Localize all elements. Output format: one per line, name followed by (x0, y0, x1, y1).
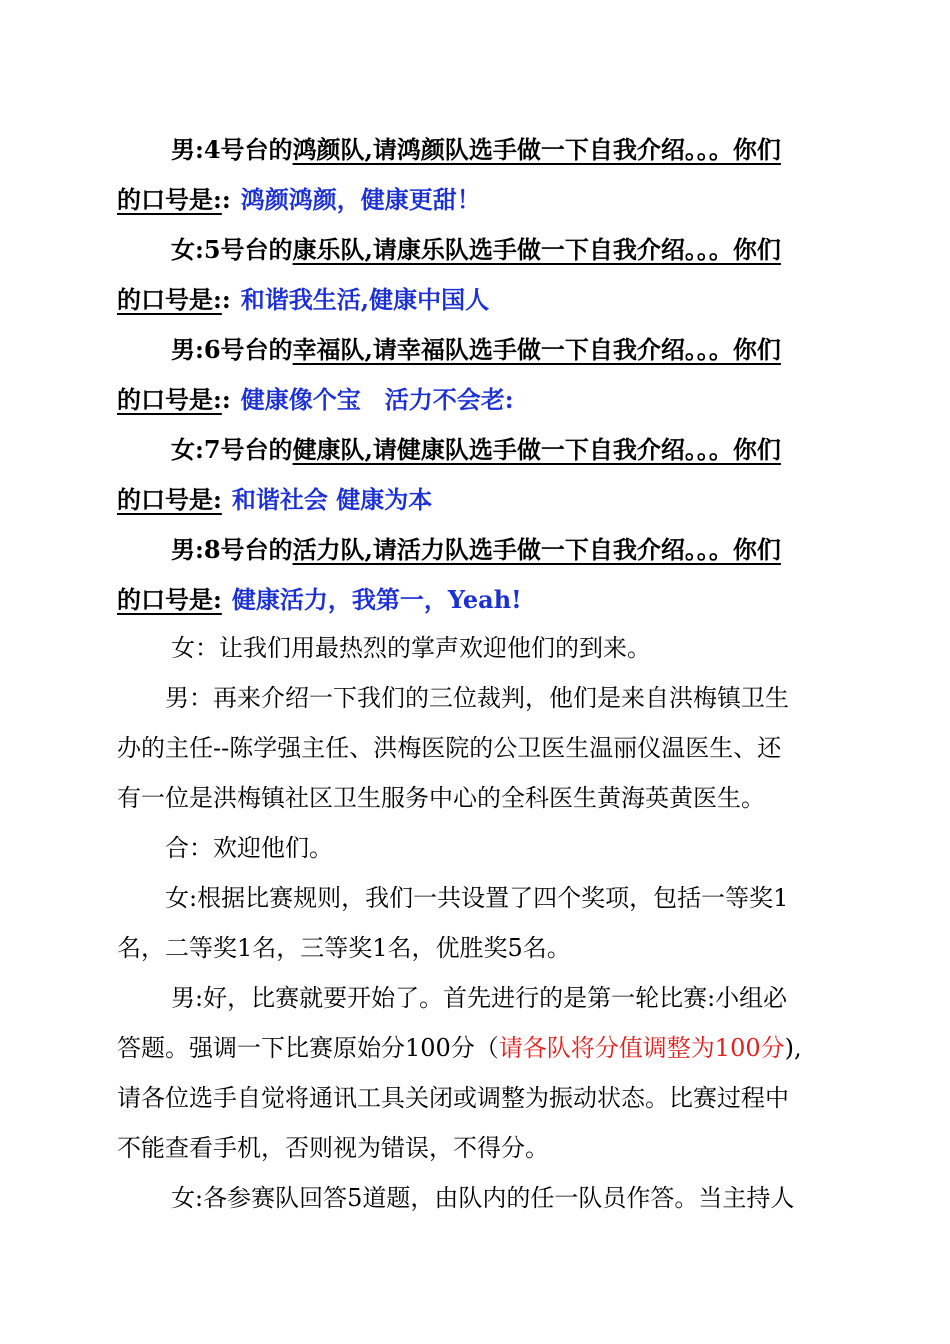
slogan-colon: : (221, 385, 231, 414)
team-slogan: 和谐社会 健康为本 (231, 485, 433, 514)
team-intro-text: 活力队,请活力队选手做一下自我介绍。。。你们 (292, 535, 781, 564)
speaker-label: 男: (171, 535, 204, 564)
slogan-colon: : (221, 285, 231, 314)
judges-line-2: 办的主任--陈学强主任、洪梅医院的公卫医生温丽仪温医生、还 (117, 734, 782, 762)
team-intro-line (171, 528, 837, 572)
team-slogan: 健康像个宝 活力不会老: (240, 385, 514, 414)
speaker-label: 女: (171, 435, 204, 464)
slogan-line (117, 278, 837, 322)
rules-paragraph: 女:各参赛队回答5道题，由队内的任一队员作答。当主持人 (171, 1184, 795, 1212)
team-intro-text: 鸿颜队,请鸿颜队选手做一下自我介绍。。。你们 (292, 135, 781, 164)
slogan-line (117, 378, 837, 422)
slogan-line (117, 578, 837, 622)
score-notice: 请各队将分值调整为100分 (498, 1034, 785, 1062)
round1-line-3: 请各位选手自觉将通讯工具关闭或调整为振动状态。比赛过程中 (117, 1084, 789, 1112)
speaker-label: 女: (171, 235, 204, 264)
slogan-line (117, 478, 837, 522)
team-intro-line (171, 328, 837, 372)
slogan-prefix: 的口号是: (117, 285, 222, 314)
slogan-prefix: 的口号是: (117, 485, 222, 514)
team-intro-line (171, 228, 837, 272)
round1-text-end: ), (784, 1034, 802, 1062)
awards-line-1: 女:根据比赛规则，我们一共设置了四个奖项，包括一等奖1 (165, 884, 789, 912)
desk-number: 6号台的 (203, 335, 293, 364)
desk-number: 7号台的 (203, 435, 293, 464)
speaker-label: 男: (171, 135, 204, 164)
slogan-prefix: 的口号是: (117, 585, 222, 614)
team-intro-line (171, 428, 837, 472)
judges-line-1: 男：再来介绍一下我们的三位裁判，他们是来自洪梅镇卫生 (165, 684, 789, 712)
team-slogan: 和谐我生活,健康中国人 (240, 285, 490, 314)
welcome-paragraph: 女：让我们用最热烈的掌声欢迎他们的到来。 (171, 634, 651, 662)
team-slogan: 鸿颜鸿颜，健康更甜！ (240, 185, 481, 214)
slogan-colon: : (221, 185, 231, 214)
speaker-label: 男: (171, 335, 204, 364)
together-paragraph: 合：欢迎他们。 (165, 834, 333, 862)
slogan-prefix: 的口号是: (117, 385, 222, 414)
round1-line-4: 不能查看手机，否则视为错误，不得分。 (117, 1134, 549, 1162)
team-slogan: 健康活力，我第一，Yeah! (231, 585, 522, 614)
round1-text: 答题。强调一下比赛原始分100分（ (117, 1034, 499, 1062)
team-intro-text: 康乐队,请康乐队选手做一下自我介绍。。。你们 (292, 235, 781, 264)
awards-line-2: 名，二等奖1名，三等奖1名，优胜奖5名。 (117, 934, 571, 962)
desk-number: 5号台的 (203, 235, 293, 264)
desk-number: 4号台的 (203, 135, 293, 164)
judges-line-3: 有一位是洪梅镇社区卫生服务中心的全科医生黄海英黄医生。 (117, 784, 765, 812)
slogan-prefix: 的口号是: (117, 185, 222, 214)
round1-line-1: 男:好，比赛就要开始了。首先进行的是第一轮比赛:小组必 (171, 984, 788, 1012)
team-intro-text: 幸福队,请幸福队选手做一下自我介绍。。。你们 (292, 335, 781, 364)
team-intro-line (171, 128, 837, 172)
slogan-line (117, 178, 837, 222)
round1-line-2 (117, 1026, 837, 1070)
desk-number: 8号台的 (203, 535, 293, 564)
team-intro-text: 健康队,请健康队选手做一下自我介绍。。。你们 (292, 435, 781, 464)
